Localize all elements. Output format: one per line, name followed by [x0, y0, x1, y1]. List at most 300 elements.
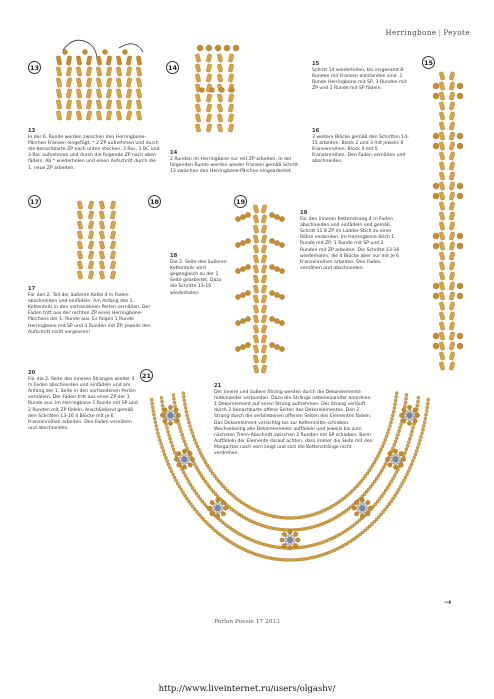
bead — [388, 483, 391, 486]
bead — [182, 395, 185, 398]
bead — [86, 100, 92, 110]
bead — [384, 438, 387, 441]
bead — [261, 235, 267, 244]
bead — [360, 506, 365, 511]
bead — [206, 74, 212, 83]
bead — [66, 67, 72, 77]
bead — [261, 285, 267, 294]
bead — [279, 346, 284, 351]
bead — [200, 88, 205, 93]
bead — [449, 112, 455, 121]
bead — [76, 100, 82, 110]
bead — [407, 405, 411, 409]
bead — [96, 100, 102, 110]
bead — [86, 111, 92, 121]
bead — [449, 92, 455, 101]
bead — [366, 472, 369, 475]
bead — [206, 124, 212, 133]
bead — [157, 435, 160, 438]
bead — [385, 435, 388, 438]
bead — [171, 444, 174, 447]
bead — [308, 544, 311, 547]
bead — [449, 182, 455, 191]
bead — [56, 78, 62, 88]
bead — [384, 489, 387, 492]
next-page-arrow[interactable]: → — [444, 598, 452, 608]
bead — [439, 342, 445, 351]
bead — [395, 471, 398, 474]
bead — [77, 201, 83, 210]
header-herringbone: Herringbone — [385, 29, 437, 37]
bead — [352, 506, 356, 510]
bead — [449, 312, 455, 321]
bead — [405, 473, 408, 476]
bead — [274, 318, 279, 323]
bead — [393, 494, 396, 497]
bead — [404, 401, 407, 404]
bead — [387, 428, 390, 431]
bead — [386, 486, 389, 489]
bead — [56, 100, 62, 110]
bead — [417, 396, 420, 399]
step-20-label: 20 — [28, 370, 36, 376]
bead — [99, 221, 105, 230]
step-13-illustration — [45, 38, 155, 130]
bead — [415, 413, 419, 417]
bead — [385, 457, 389, 461]
bead — [421, 428, 424, 431]
bead — [210, 88, 215, 93]
bead — [449, 222, 455, 231]
bead — [449, 352, 455, 361]
bead — [261, 335, 267, 344]
bead — [261, 365, 267, 374]
bead — [193, 438, 196, 441]
bead — [162, 449, 165, 452]
bead — [405, 393, 408, 396]
bead — [449, 332, 455, 341]
bead — [439, 282, 445, 291]
bead — [164, 456, 167, 459]
bead — [439, 362, 445, 371]
bead — [176, 482, 179, 485]
bead — [217, 54, 223, 63]
step-20-text — [28, 370, 138, 432]
bead — [424, 417, 427, 420]
bead — [99, 241, 105, 250]
bead — [449, 252, 455, 261]
bead — [253, 305, 259, 314]
bead — [163, 453, 166, 456]
bead — [377, 474, 380, 477]
step-17-circle: 17 — [28, 195, 41, 208]
bead — [173, 451, 176, 454]
bead — [168, 421, 172, 425]
bead — [96, 89, 102, 99]
bead — [396, 433, 399, 436]
bead — [206, 104, 212, 113]
bead — [187, 500, 190, 503]
step-13-label: 13 — [28, 128, 36, 134]
bead — [253, 345, 259, 354]
bead — [368, 506, 372, 510]
bead — [274, 292, 279, 297]
bead — [168, 466, 171, 469]
bead — [116, 100, 122, 110]
bead — [399, 485, 402, 488]
step-15-circle: 15 — [422, 56, 435, 69]
bead — [433, 293, 439, 299]
bead — [404, 476, 407, 479]
bead — [215, 45, 221, 51]
bead — [66, 78, 72, 88]
bead — [193, 508, 196, 511]
bead — [439, 112, 445, 121]
bead — [197, 495, 200, 498]
bead — [427, 398, 430, 401]
bead — [414, 453, 417, 456]
bead — [401, 482, 404, 485]
bead — [261, 265, 267, 274]
bead — [88, 241, 94, 250]
bead — [288, 546, 292, 550]
bead — [123, 50, 128, 55]
bead — [193, 489, 196, 492]
bead — [172, 397, 175, 400]
bead — [449, 302, 455, 311]
bead — [172, 393, 175, 396]
bead — [433, 93, 439, 99]
bead — [269, 557, 272, 560]
bead — [110, 201, 116, 210]
bead — [391, 477, 394, 480]
bead — [378, 497, 381, 500]
bead — [397, 488, 400, 491]
bead — [160, 413, 164, 417]
bead — [384, 508, 387, 511]
bead — [457, 193, 463, 199]
bead — [217, 64, 223, 73]
bead — [184, 406, 187, 409]
bead — [220, 88, 225, 93]
bead — [195, 492, 198, 495]
bead — [116, 67, 122, 77]
bead — [269, 316, 274, 321]
bead — [449, 152, 455, 161]
bead — [433, 343, 439, 349]
bead — [183, 399, 186, 402]
bead — [439, 242, 445, 251]
bead — [182, 465, 186, 469]
bead — [253, 245, 259, 254]
bead — [182, 449, 186, 453]
bead — [449, 122, 455, 131]
bead — [206, 45, 212, 51]
bead — [261, 215, 267, 224]
bead — [126, 78, 132, 88]
bead — [77, 231, 83, 240]
bead — [279, 268, 284, 273]
bead — [110, 211, 116, 220]
bead — [208, 506, 212, 510]
bead — [160, 400, 163, 403]
bead — [457, 243, 463, 249]
step-20-body: Für die 2. Seite des inneren Stranges wieder 4 m Faden abschneiden und einfädeln und am Anfang der 1. Seite in den vorhandenen Perlen vernähen. Der Faden tritt aus einer ZP der 1. Runde aus. Im Herringbone 1 Runde mit SP und 2 Runden mit ZP fädeln. Anschließend gemäß den Schritten 13-16 4 Blöcke mit je 6 Fransenreihen arbeiten. Den Faden vernähen und abschneiden. — [28, 377, 138, 431]
bead — [126, 111, 132, 121]
bead — [261, 325, 267, 334]
bead — [106, 89, 112, 99]
bead — [240, 214, 245, 219]
watermark-url[interactable]: http://www.liveinternet.ru/users/olgashv/ — [158, 684, 336, 694]
bead — [182, 471, 185, 474]
bead — [423, 421, 426, 424]
bead — [202, 457, 205, 460]
bead — [154, 421, 157, 424]
bead — [391, 447, 394, 450]
bead — [253, 205, 259, 214]
bead — [110, 231, 116, 240]
bead — [99, 211, 105, 220]
bead — [393, 474, 396, 477]
bead — [457, 293, 463, 299]
bead — [110, 241, 116, 250]
bead — [439, 252, 445, 261]
bead — [192, 435, 195, 438]
necklace-illustration — [140, 380, 440, 592]
bead — [224, 506, 228, 510]
bead — [269, 212, 274, 217]
bead — [373, 460, 376, 463]
bead — [228, 114, 234, 123]
bead — [404, 397, 407, 400]
bead — [409, 434, 412, 437]
bead — [407, 421, 411, 425]
step-15-body: Schritt 14 wiederholen, bis insgesamt 8 Runden mit Fransen entstanden sind. 1 Runde Herringbone mit SP, 3 Runden mit ZP und 1 Runde mit SP fädeln. — [312, 68, 407, 92]
step-19-label: 19 — [300, 210, 308, 216]
bead — [186, 417, 189, 420]
bead — [439, 152, 445, 161]
bead — [379, 448, 382, 451]
bead — [197, 45, 203, 51]
bead — [311, 556, 314, 559]
bead — [187, 480, 190, 483]
bead — [253, 235, 259, 244]
bead — [433, 243, 439, 249]
bead — [395, 395, 398, 398]
bead — [213, 475, 216, 478]
bead — [439, 102, 445, 111]
bead — [178, 426, 181, 429]
bead — [153, 417, 156, 420]
bead — [390, 480, 393, 483]
bead — [110, 271, 116, 280]
bead — [439, 272, 445, 281]
bead — [88, 251, 94, 260]
bead — [261, 345, 267, 354]
bead — [261, 355, 267, 364]
step-18-label: 18 — [170, 253, 178, 259]
bead — [240, 292, 245, 297]
bead — [228, 74, 234, 83]
bead — [150, 398, 153, 401]
bead — [228, 94, 234, 103]
bead — [63, 50, 68, 55]
bead — [168, 437, 171, 440]
bead — [187, 421, 190, 424]
bead — [245, 290, 250, 295]
bead — [253, 215, 259, 224]
bead — [433, 143, 439, 149]
bead — [368, 469, 371, 472]
bead — [216, 498, 220, 502]
bead — [393, 406, 396, 409]
bead — [457, 233, 463, 239]
bead — [76, 67, 82, 77]
bead — [457, 183, 463, 189]
bead — [195, 64, 201, 73]
bead — [393, 457, 398, 462]
bead — [202, 477, 205, 480]
bead — [457, 143, 463, 149]
bead — [76, 56, 82, 66]
bead — [235, 294, 240, 299]
bead — [416, 446, 419, 449]
bead — [168, 405, 172, 409]
bead — [253, 275, 259, 284]
bead — [457, 333, 463, 339]
bead — [136, 56, 142, 66]
bead — [66, 111, 72, 121]
bead — [110, 251, 116, 260]
bead — [186, 414, 189, 417]
bead — [271, 557, 274, 560]
bead — [261, 245, 267, 254]
bead — [217, 124, 223, 133]
bead — [151, 406, 154, 409]
bead — [235, 216, 240, 221]
bead — [271, 545, 274, 548]
bead — [216, 514, 220, 518]
bead — [390, 500, 393, 503]
bead — [449, 292, 455, 301]
bead — [183, 494, 186, 497]
bead — [96, 67, 102, 77]
bead — [393, 403, 396, 406]
bead — [410, 463, 413, 466]
header-separator: | — [438, 29, 442, 37]
bead — [253, 325, 259, 334]
bead — [206, 463, 209, 466]
bead — [439, 322, 445, 331]
bead — [116, 56, 122, 66]
bead — [449, 262, 455, 271]
bead — [88, 221, 94, 230]
bead — [296, 538, 300, 542]
bead — [99, 231, 105, 240]
bead — [384, 462, 387, 465]
bead — [269, 290, 274, 295]
bead — [439, 292, 445, 301]
bead — [200, 474, 203, 477]
bead — [88, 211, 94, 220]
step-15-label: 15 — [312, 61, 320, 67]
bead — [195, 510, 198, 513]
bead — [449, 282, 455, 291]
bead — [183, 403, 186, 406]
bead — [439, 142, 445, 151]
bead — [198, 471, 201, 474]
bead — [360, 498, 364, 502]
bead — [407, 413, 412, 418]
bead — [439, 222, 445, 231]
bead — [369, 466, 372, 469]
bead — [193, 462, 196, 465]
bead — [228, 54, 234, 63]
bead — [88, 261, 94, 270]
bead — [439, 182, 445, 191]
bead — [155, 424, 158, 427]
bead — [381, 445, 384, 448]
bead — [182, 491, 185, 494]
bead — [176, 413, 180, 417]
bead — [439, 212, 445, 221]
bead — [174, 457, 178, 461]
bead — [56, 56, 62, 66]
bead — [126, 89, 132, 99]
bead — [106, 56, 112, 66]
bead — [56, 111, 62, 121]
bead — [196, 445, 199, 448]
bead — [395, 491, 398, 494]
bead — [393, 443, 396, 446]
footer-issue: 17 — [255, 619, 264, 625]
bead — [204, 460, 207, 463]
bead — [402, 479, 405, 482]
bead — [391, 414, 394, 417]
bead — [240, 344, 245, 349]
bead — [188, 424, 191, 427]
bead — [395, 392, 398, 395]
footer-magazine: Perlen Poesie — [214, 619, 254, 625]
bead — [392, 497, 395, 500]
bead — [394, 440, 397, 443]
bead — [408, 466, 411, 469]
step-16-label: 16 — [312, 128, 320, 134]
bead — [240, 318, 245, 323]
bead — [191, 505, 194, 508]
bead — [439, 192, 445, 201]
header-peyote: Peyote — [443, 29, 470, 37]
bead — [392, 410, 395, 413]
bead — [401, 457, 405, 461]
bead — [136, 100, 142, 110]
bead — [184, 443, 187, 446]
step-17-body: Für den 2. Teil der äußeren Kette 4 m Faden abschneiden und einfädeln. Am Anfang des 1. Kettenteils in den vorhandenen Perlen vernähen. Der Faden tritt aus der rechten ZP eines Herringbone-Pärchens der 1. Runde aus. Es folgen 1 Runde Herringbone mit SP und 3 Runden mit ZP. Jeweils den Aufschritt nicht vergessen! — [28, 293, 151, 335]
bead — [172, 448, 175, 451]
step-14-body: 2 Runden im Herringbone nur mit ZP arbeiten. In der folgenden Runde werden wieder Fransen gemäß Schritt 13 zwischen den Herringbone-Pärchen eingearbeitet. — [170, 157, 298, 175]
bead — [215, 506, 220, 511]
bead — [126, 100, 132, 110]
bead — [228, 104, 234, 113]
bead — [405, 448, 408, 451]
bead — [418, 439, 421, 442]
bead — [449, 72, 455, 81]
step-18-circle: 18 — [148, 195, 161, 208]
bead — [449, 192, 455, 201]
bead — [388, 502, 391, 505]
bead — [287, 537, 292, 542]
bead — [206, 64, 212, 73]
